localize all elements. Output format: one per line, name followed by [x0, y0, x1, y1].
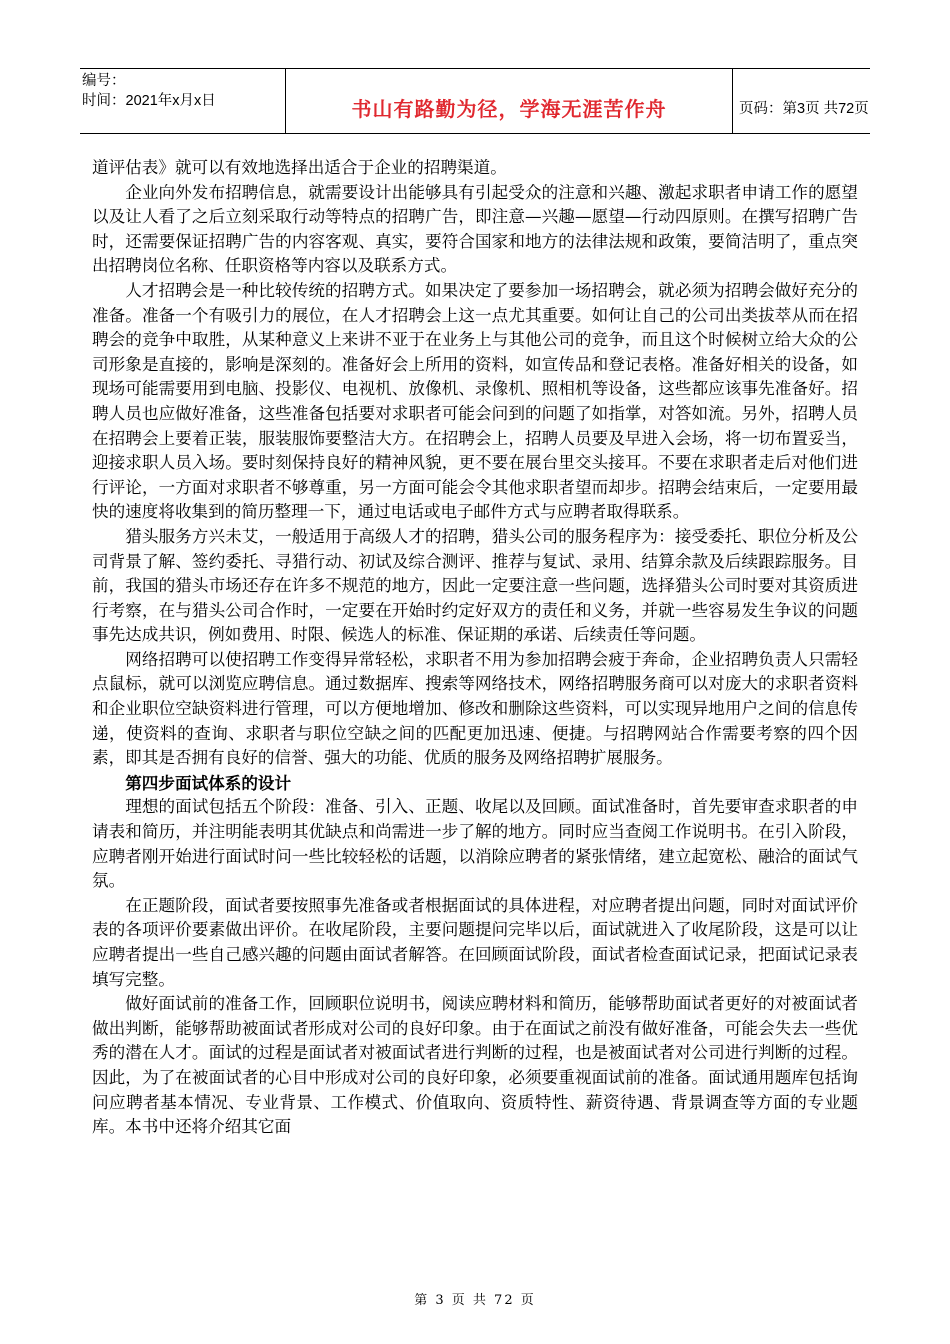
page-header — [80, 68, 870, 134]
document-number-label: 编号： — [82, 73, 126, 89]
document-time-label: 时间：2021年x月x日 — [82, 93, 216, 109]
paragraph: 做好面试前的准备工作，回顾职位说明书，阅读应聘材料和简历，能够帮助面试者更好的对被面试者做出判断，能够帮助被面试者形成对公司的良好印象。由于在面试之前没有做好准备，可能会失去一些优秀的潜在人才。面试的过程是面试者对被面试者进行判断的过程，也是被面试者对公司进行判断的过程。因此，为了在被面试者的心目中形成对公司的良好印象，必须要重视面试前的准备。面试通用题库包括询问应聘者基本情况、专业背景、工作模式、价值取向、资质特性、薪资待遇、背景调查等方面的专业题库。本书中还将介绍其它面 — [92, 994, 858, 1137]
section-heading: 第四步面试体系的设计 — [125, 772, 292, 793]
header-motto: 书山有路勤为径，学海无涯苦作舟 — [351, 97, 667, 121]
paragraph: 在正题阶段，面试者要按照事先准备或者根据面试的具体进程，对应聘者提出问题，同时对面试评价表的各项评价要素做出评价。在收尾阶段，主要问题提问完毕以后，面试就进入了收尾阶段，这是可以让应聘者提出一些自己感兴趣的问题由面试者解答。在回顾面试阶段，面试者检查面试记录，把面试记录表填写完整。 — [92, 895, 858, 989]
page-footer: 第 3 页 共 72 页 — [414, 1293, 536, 1308]
header-page-number: 页码：第3页 共72页 — [739, 101, 869, 117]
header-meta — [80, 69, 285, 133]
document-body — [92, 156, 858, 1140]
paragraph: 网络招聘可以使招聘工作变得异常轻松，求职者不用为参加招聘会疲于奔命，企业招聘负责人只需轻点鼠标，就可以浏览应聘信息。通过数据库、搜索等网络技术，网络招聘服务商可以对庞大的求职者资料和企业职位空缺资料进行管理，可以方便地增加、修改和删除这些资料，可以实现异地用户之间的信息传递，使资料的查询、求职者与职位空缺之间的匹配更加迅速、便捷。与招聘网站合作需要考察的四个因素，即其是否拥有良好的信誉、强大的功能、优质的服务及网络招聘扩展服务。 — [92, 649, 858, 768]
paragraph: 理想的面试包括五个阶段：准备、引入、正题、收尾以及回顾。面试准备时，首先要审查求职者的申请表和简历，并注明能表明其优缺点和尚需进一步了解的地方。同时应当查阅工作说明书。在引入阶段，应聘者刚开始进行面试时问一些比较轻松的话题，以消除应聘者的紧张情绪，建立起宽松、融洽的面试气氛。 — [92, 797, 858, 891]
paragraph: 猎头服务方兴未艾，一般适用于高级人才的招聘，猎头公司的服务程序为：接受委托、职位分析及公司背景了解、签约委托、寻猎行动、初试及综合测评、推荐与复试、录用、结算余款及后续跟踪服务。目前，我国的猎头市场还存在许多不规范的地方，因此一定要注意一些问题，选择猎头公司时要对其资质进行考察，在与猎头公司合作时，一定要在开始时约定好双方的责任和义务，并就一些容易发生争议的问题事先达成共识，例如费用、时限、候选人的标准、保证期的承诺、后续责任等问题。 — [92, 526, 858, 645]
paragraph: 企业向外发布招聘信息，就需要设计出能够具有引起受众的注意和兴趣、激起求职者申请工作的愿望以及让人看了之后立刻采取行动等特点的招聘广告，即注意—兴趣—愿望—行动四原则。在撰写招聘广告时，还需要保证招聘广告的内容客观、真实，要符合国家和地方的法律法规和政策，要简洁明了，重点突出招聘岗位名称、任职资格等内容以及联系方式。 — [92, 182, 858, 276]
paragraph: 道评估表》就可以有效地选择出适合于企业的招聘渠道。 — [92, 158, 507, 177]
header-motto-cell — [285, 69, 733, 133]
paragraph: 人才招聘会是一种比较传统的招聘方式。如果决定了要参加一场招聘会，就必须为招聘会做好充分的准备。准备一个有吸引力的展位，在人才招聘会上这一点尤其重要。如何让自己的公司出类拔萃从而在招聘会的竞争中取胜，从某种意义上来讲不亚于在业务上与其他公司的竞争，而且这个时候树立给大众的公司形象是直接的，影响是深刻的。准备好会上所用的资料，如宣传品和登记表格。准备好相关的设备，如现场可能需要用到电脑、投影仪、电视机、放像机、录像机、照相机等设备，这些都应该事先准备好。招聘人员也应做好准备，这些准备包括要对求职者可能会问到的问题了如指掌，对答如流。另外，招聘人员在招聘会上要着正装，服装服饰要整洁大方。在招聘会上，招聘人员要及早进入会场，将一切布置妥当，迎接求职人员入场。要时刻保持良好的精神风貌，更不要在展台里交头接耳。不要在求职者走后对他们进行评论，一方面对求职者不够尊重，另一方面可能会令其他求职者望而却步。招聘会结束后，一定要用最快的速度将收集到的简历整理一下，通过电话或电子邮件方式与应聘者取得联系。 — [92, 280, 858, 522]
